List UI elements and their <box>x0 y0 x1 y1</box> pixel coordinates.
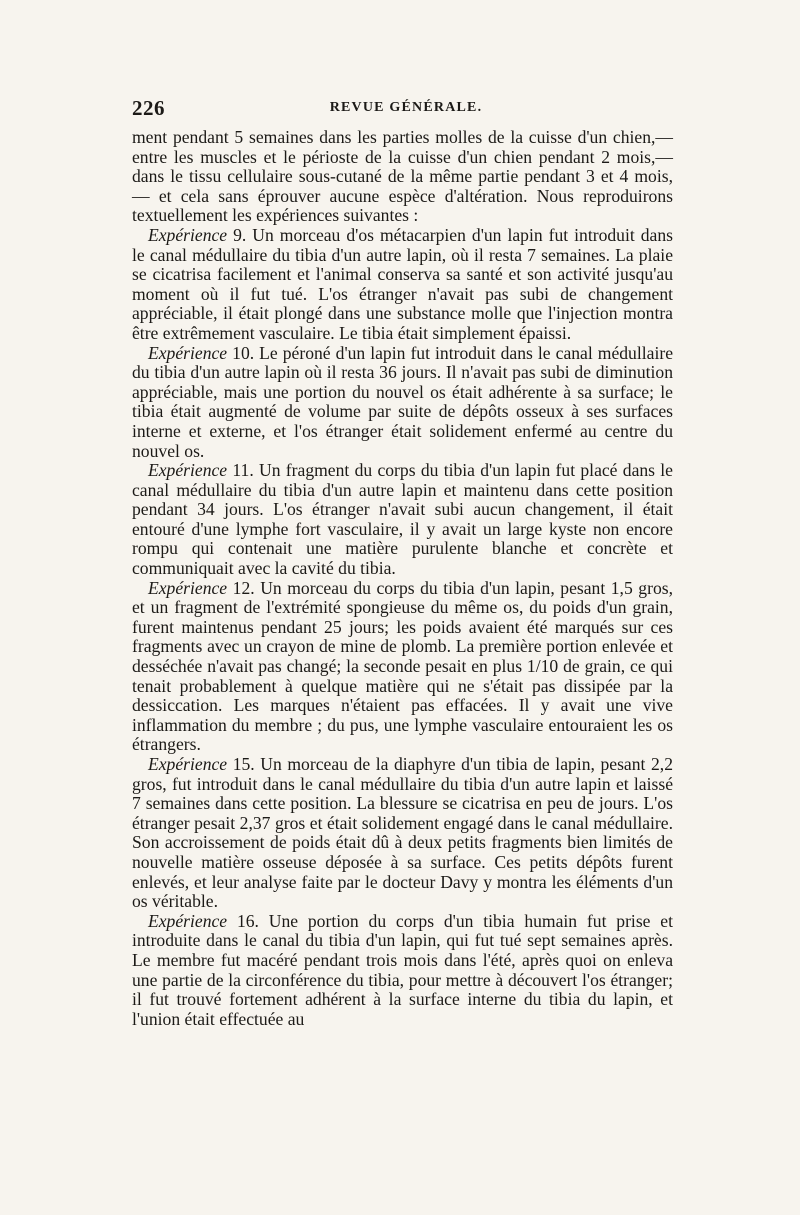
paragraph-text: ment pendant 5 semaines dans les parties molles de la cuisse d'un chien,—entre les muscles et le périoste de la cuisse d'un chien pendant 2 mois,—dans le tissu cellulaire sous-cutané de la même partie pendant 3 et 4 mois, — et cela sans éprouver aucune espèce d'altération. Nous reproduirons textuellement les expériences suivantes : <box>132 127 673 226</box>
paragraph-text: 11. Un fragment du corps du tibia d'un lapin fut placé dans le canal médullaire du tibia d'un autre lapin et maintenu dans cette position pendant 34 jours. L'os étranger n'avait subi aucun changement, il était entouré d'une lymphe fort vasculaire, il y avait un large kyste non encore rompu qui contenait une matière purulente blanche et concrète et communiquait avec la cavité du tibia. <box>132 460 673 579</box>
experience-label: Expérience <box>148 460 228 481</box>
paragraph-text: 15. Un morceau de la diaphyre d'un tibia de lapin, pesant 2,2 gros, fut introduit dans le canal médullaire du tibia d'un autre lapin et laissé 7 semaines dans cette position. La blessure se cicatrisa en peu de jours. L'os étranger pesait 2,37 gros et était solidement engagé dans le canal médullaire. Son accroissement de poids était dû à deux petits fragments bien limités de nouvelle matière osseuse déposée à sa surface. Ces petits dépôts furent enlevés, et leur analyse faite par le docteur Davy y montra les éléments d'un os véritable. <box>132 754 673 912</box>
experience-label: Expérience <box>148 224 228 245</box>
paragraph-experience-10 <box>132 344 673 462</box>
paragraph-text: 16. Une portion du corps d'un tibia humain fut prise et introduite dans le canal du tibia d'un lapin, qui fut tué sept semaines après. Le membre fut macéré pendant trois mois dans l'été, après quoi on enleva une partie de la circonférence du tibia, pour mettre à découvert l'os étranger; il fut trouvé fortement adhérent à la surface interne du tibia du lapin, et l'union était effectuée au <box>132 910 673 1029</box>
paragraph-experience-12 <box>132 579 673 755</box>
experience-label: Expérience <box>148 910 228 931</box>
paragraph-intro <box>132 128 673 226</box>
experience-label: Expérience <box>148 342 228 363</box>
paragraph-experience-9 <box>132 226 673 344</box>
paragraph-text: 10. Le péroné d'un lapin fut introduit dans le canal médullaire du tibia d'un autre lapin où il resta 36 jours. Il n'avait pas subi de diminution appréciable, mais une portion du nouvel os était adhérente à sa surface; le tibia était augmenté de volume par suite de dépôts osseux à ses surfaces interne et externe, et l'os étranger était solidement enfermé au centre du nouvel os. <box>132 342 673 461</box>
paragraph-experience-15 <box>132 755 673 912</box>
paragraph-experience-11 <box>132 461 673 579</box>
running-head: REVUE GÉNÉRALE. <box>329 100 483 115</box>
page-header <box>132 96 680 122</box>
experience-label: Expérience <box>148 577 228 598</box>
experience-label: Expérience <box>148 754 228 774</box>
paragraph-text: 9. Un morceau d'os métacarpien d'un lapin fut introduit dans le canal médullaire du tibia d'un autre lapin, où il resta 7 semaines. La plaie se cicatrisa facilement et l'animal conserva sa santé et son activité jusqu'au moment où il fut tué. L'os étranger n'avait pas subi de changement appréciable, il était plongé dans une substance molle que l'injection montra être extrêmement vasculaire. Le tibia était simplement épaissi. <box>132 224 673 343</box>
paragraph-experience-16 <box>132 912 673 1030</box>
page-number: 226 <box>132 96 165 120</box>
paragraph-text: 12. Un morceau du corps du tibia d'un lapin, pesant 1,5 gros, et un fragment de l'extrémité spongieuse du même os, du poids d'un grain, furent maintenus pendant 25 jours; les poids avaient été marqués sur ces fragments avec un crayon de mine de plomb. La première portion enlevée et desséchée n'avait pas changé; la seconde pesait en plus 1/10 de grain, ce qui tenait probablement à quelque matière qui ne s'était pas dissipée par la dessiccation. Les marques n'étaient pas effacées. Il y avait une vive inflammation du membre ; du pus, une lymphe vasculaire entouraient les os étrangers. <box>132 577 673 755</box>
body-text <box>132 128 673 1029</box>
